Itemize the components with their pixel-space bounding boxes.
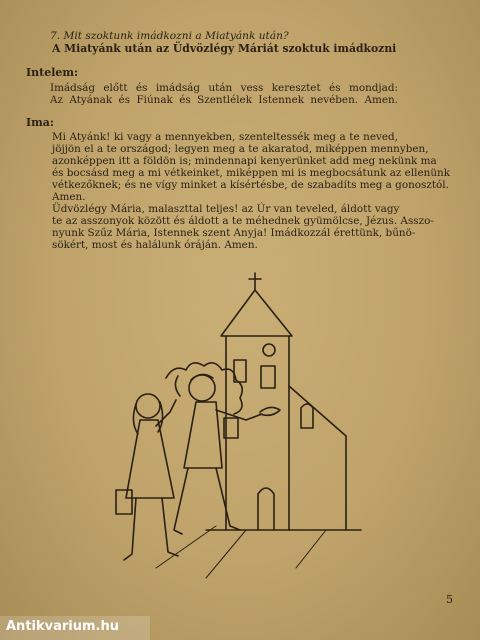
prayer-line: nyunk Szűz Mária, Istennek szent Anyja! Imádkozzál érettünk, bűnö- bbox=[52, 227, 416, 240]
tower-clock bbox=[263, 344, 275, 356]
prayer-line: és bocsásd meg a mi vétkeinket, miképpen mi is megbocsátunk az ellenünk bbox=[52, 167, 450, 180]
tree-outline bbox=[175, 376, 180, 396]
udvozlegy-paragraph bbox=[52, 203, 434, 252]
church-nave bbox=[289, 386, 346, 530]
prayer-line: azonképpen itt a földön is; mindennapi kenyerünket add meg nekünk ma bbox=[52, 155, 437, 168]
prayer-line: Üdvözlégy Mária, malaszttal teljes! az Úr van teveled, áldott vagy bbox=[52, 203, 400, 215]
church-door bbox=[258, 488, 274, 530]
prayer-line: vétkezőknek; és ne vígy minket a kísértésbe, de szabadíts meg a gonosztól. bbox=[52, 179, 449, 192]
section-heading-ima: Ima: bbox=[26, 116, 54, 129]
church-children-illustration bbox=[96, 268, 396, 588]
nave-window bbox=[301, 404, 313, 428]
question: 7. Mit szoktunk imádkozni a Miatyánk után? bbox=[50, 30, 289, 42]
girl-bag bbox=[116, 490, 132, 514]
tower-roof bbox=[221, 290, 292, 336]
boy-shirt bbox=[184, 402, 222, 468]
tree-outline bbox=[166, 363, 242, 414]
prayer-line: Mi Atyánk! ki vagy a mennyekben, szenteltessék meg a te neved, bbox=[52, 131, 398, 143]
boy-cap-in-hand bbox=[260, 407, 280, 415]
tower-window bbox=[261, 366, 275, 388]
girl-dress bbox=[126, 420, 174, 498]
page-number: 5 bbox=[446, 593, 453, 606]
girl-arm bbox=[156, 400, 176, 426]
boy-legs bbox=[174, 468, 240, 534]
prayer-line: jöjjön el a te országod; legyen meg a te akaratod, miképpen mennyben, bbox=[52, 143, 429, 156]
prayer-line: sökért, most és halálunk óráján. Amen. bbox=[52, 239, 258, 252]
miatyank-paragraph bbox=[52, 131, 450, 204]
watermark-text: Antikvarium.hu bbox=[6, 619, 119, 634]
prayer-line: te az asszonyok között és áldott a te méhednek gyümölcse, Jézus. Asszo- bbox=[52, 215, 434, 228]
intelem-line: Az Atyának és Fiúnak és Szentlélek Istennek nevében. Amen. bbox=[50, 94, 398, 107]
intelem-line: Imádság előtt és imádság után vess keresztet és mondjad: bbox=[50, 82, 398, 94]
prayer-line: Amen. bbox=[52, 191, 86, 204]
girl-head bbox=[136, 394, 160, 418]
watermark-bar bbox=[0, 616, 150, 640]
intelem-paragraph bbox=[50, 82, 398, 106]
answer: A Miatyánk után az Üdvözlégy Máriát szoktuk imádkozni bbox=[52, 42, 397, 55]
section-heading-intelem: Intelem: bbox=[26, 66, 79, 79]
